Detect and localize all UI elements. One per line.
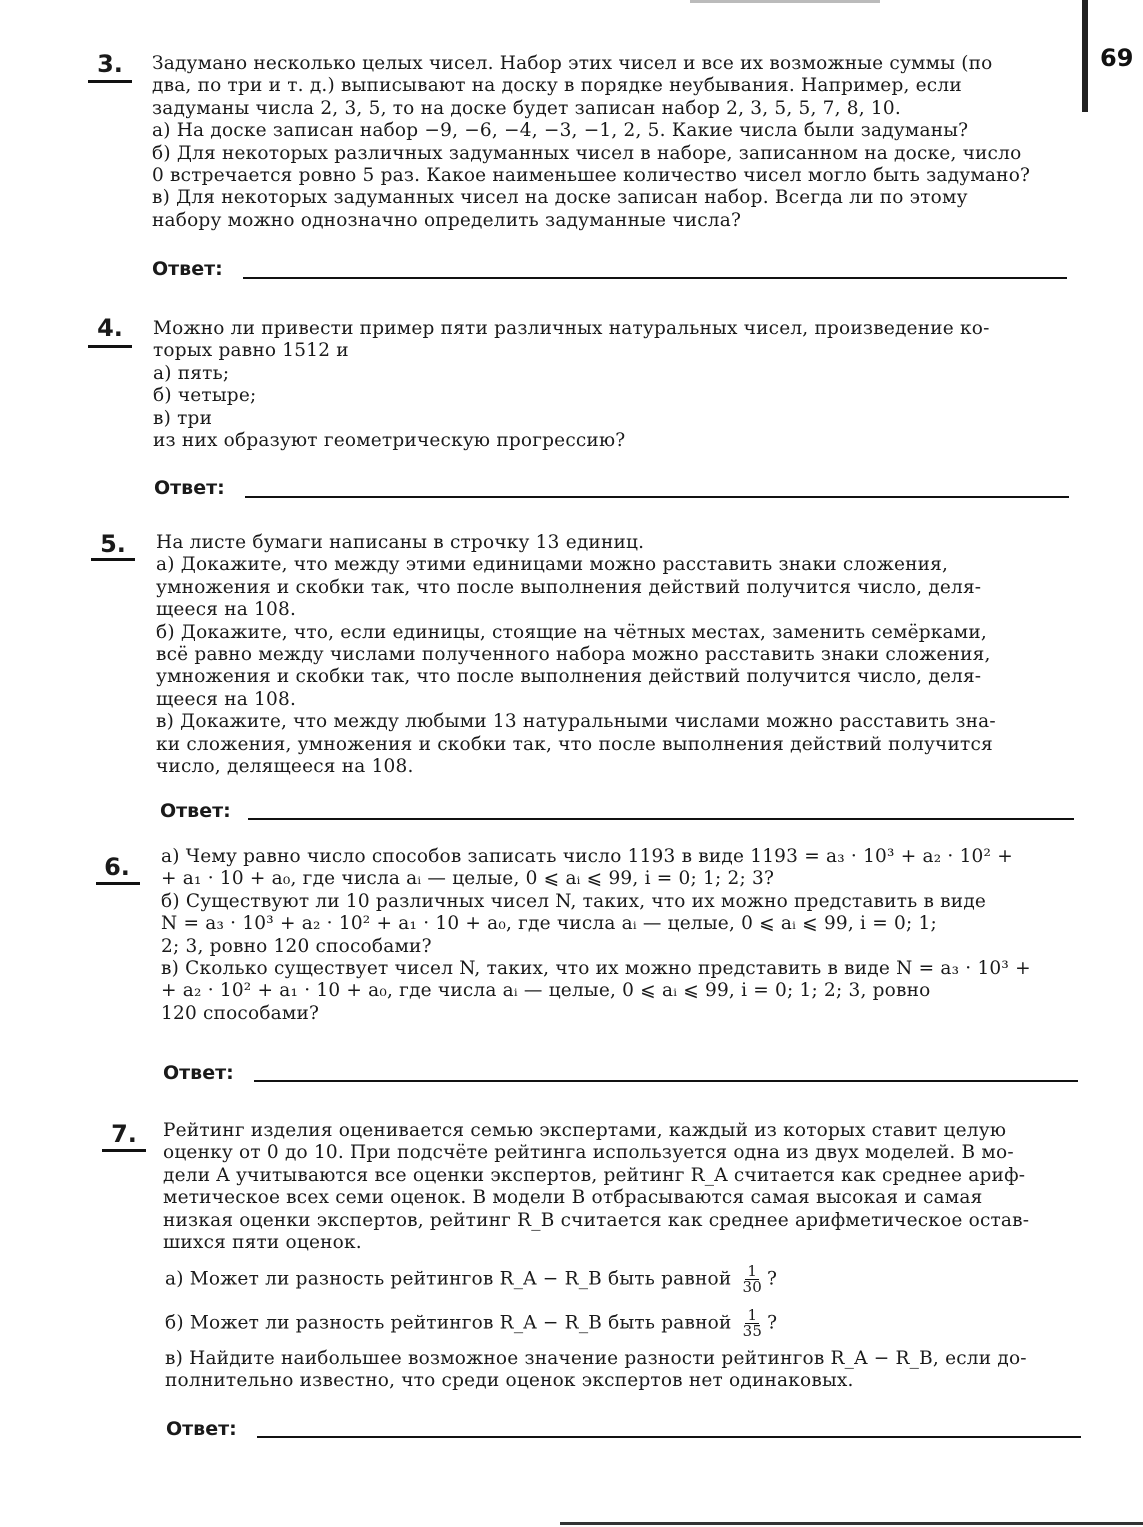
answer-label: Ответ: xyxy=(154,477,225,499)
text-line: оценку от 0 до 10. При подсчёте рейтинга используется одна из двух моделей. В мо- xyxy=(163,1142,1014,1164)
text-line: Можно ли привести пример пяти различных натуральных чисел, произведение ко- xyxy=(153,318,990,339)
answer-field[interactable] xyxy=(245,496,1069,498)
text-line: а) Докажите, что между этими единицами можно расставить знаки сложения, xyxy=(156,554,949,576)
text-line: а) пять; xyxy=(153,362,230,384)
text-line: два, по три и т. д.) выписывают на доску в порядке неубывания. Например, если xyxy=(152,75,962,97)
subquestion-b: б) Может ли разность рейтингов R_A − R_B быть равной $\frac{1}{35}$ ? xyxy=(165,1306,778,1340)
text-line: торых равно 1512 и xyxy=(153,340,349,362)
text-line: 120 способами? xyxy=(161,1002,320,1024)
text-line: в) три xyxy=(153,407,213,429)
text-line: б) Может ли разность рейтингов R_A − R_B быть равной xyxy=(165,1312,732,1334)
answer-field[interactable] xyxy=(248,818,1074,820)
text-line: а) На доске записан набор −9, −6, −4, −3, −1, 2, 5. Какие числа были задуманы? xyxy=(152,120,969,142)
task-text xyxy=(156,532,1076,778)
task-text xyxy=(161,846,1079,1025)
task-number: 6. xyxy=(104,853,130,881)
text-line: + a₁ · 10 + a₀, где числа aᵢ — целые, 0 ⩽ aᵢ ⩽ 99, i = 0; 1; 2; 3? xyxy=(161,868,775,890)
text-line: б) Докажите, что, если единицы, стоящие на чётных местах, заменить семёрками, xyxy=(156,621,987,643)
fraction xyxy=(741,1308,765,1339)
task-number-underline xyxy=(88,345,132,348)
task-number-underline xyxy=(91,558,135,561)
answer-label: Ответ: xyxy=(160,800,231,822)
task-number-underline xyxy=(88,80,132,83)
text-line: ки сложения, умножения и скобки так, что после выполнения действий получится xyxy=(156,733,993,755)
task-text xyxy=(153,318,1071,452)
answer-label: Ответ: xyxy=(166,1418,237,1440)
text-line: Рейтинг изделия оценивается семью экспертами, каждый из которых ставит целую xyxy=(163,1120,1007,1141)
text-line: б) четыре; xyxy=(153,385,257,407)
text-line: Задумано несколько целых чисел. Набор этих чисел и все их возможные суммы (по xyxy=(152,53,993,74)
page-number: 69 xyxy=(1100,44,1134,72)
text-line: набору можно однозначно определить задуманные числа? xyxy=(152,209,742,231)
text-line: из них образуют геометрическую прогрессию? xyxy=(153,430,626,452)
answer-label: Ответ: xyxy=(163,1062,234,1084)
text-line: в) Докажите, что между любыми 13 натуральными числами можно расставить зна- xyxy=(156,711,996,733)
answer-field[interactable] xyxy=(257,1436,1081,1438)
task-number: 5. xyxy=(100,530,126,558)
text-line: в) Сколько существует чисел N, таких, что их можно представить в виде N = a₃ · 10³ + xyxy=(161,958,1031,980)
answer-field[interactable] xyxy=(254,1080,1078,1082)
text-line: б) Для некоторых различных задуманных чисел в наборе, записанном на доске, число xyxy=(152,142,1022,164)
task-number-underline xyxy=(102,1149,146,1152)
answer-field[interactable] xyxy=(243,277,1067,279)
text-line: метическое всех семи оценок. В модели B отбрасываются самая высокая и самая xyxy=(163,1187,983,1209)
subquestion-c xyxy=(165,1348,1083,1393)
task-number: 3. xyxy=(97,50,123,78)
text-line: б) Существуют ли 10 различных чисел N, таких, что их можно представить в виде xyxy=(161,890,987,912)
task-text xyxy=(152,53,1070,232)
denominator: 30 xyxy=(742,1278,762,1296)
text-line: щееся на 108. xyxy=(156,688,297,710)
task-text xyxy=(163,1120,1083,1254)
subquestion-a: а) Может ли разность рейтингов R_A − R_B быть равной $\frac{1}{30}$ ? xyxy=(165,1262,778,1296)
task-number-underline xyxy=(96,882,140,885)
text-line: низкая оценки экспертов, рейтинг R_B считается как среднее арифметическое остав- xyxy=(163,1209,1030,1231)
task-number: 7. xyxy=(111,1120,137,1148)
fraction xyxy=(740,1264,764,1295)
numerator: 1 xyxy=(747,1306,758,1324)
answer-label: Ответ: xyxy=(152,258,223,280)
page-edge-bar xyxy=(1082,0,1088,112)
text-line: в) Для некоторых задуманных чисел на доске записан набор. Всегда ли по этому xyxy=(152,187,968,209)
text-line: 0 встречается ровно 5 раз. Какое наименьшее количество чисел могло быть задумано? xyxy=(152,165,1031,187)
text-line: щееся на 108. xyxy=(156,599,297,621)
denominator: 35 xyxy=(742,1322,763,1340)
numerator: 1 xyxy=(747,1262,758,1280)
text-line: а) Может ли разность рейтингов R_A − R_B быть равной xyxy=(165,1268,732,1290)
text-line: шихся пяти оценок. xyxy=(163,1232,362,1254)
bottom-scan-edge xyxy=(560,1522,1143,1525)
text-line: 2; 3, ровно 120 способами? xyxy=(161,935,432,957)
text-line: умножения и скобки так, что после выполнения действий получится число, деля- xyxy=(156,576,982,598)
task-number: 4. xyxy=(97,314,123,342)
text-line: На листе бумаги написаны в строчку 13 единиц. xyxy=(156,532,645,553)
text-line: в) Найдите наибольшее возможное значение разности рейтингов R_A − R_B, если до- xyxy=(165,1348,1027,1369)
text-line: задуманы числа 2, 3, 5, то на доске будет записан набор 2, 3, 5, 5, 7, 8, 10. xyxy=(152,97,901,119)
top-scan-mark xyxy=(690,0,880,3)
text-line: а) Чему равно число способов записать число 1193 в виде 1193 = a₃ · 10³ + a₂ · 10² + xyxy=(161,846,1013,867)
text-line: N = a₃ · 10³ + a₂ · 10² + a₁ · 10 + a₀, где числа aᵢ — целые, 0 ⩽ aᵢ ⩽ 99, i = 0; 1; xyxy=(161,913,937,935)
text-line: + a₂ · 10² + a₁ · 10 + a₀, где числа aᵢ — целые, 0 ⩽ aᵢ ⩽ 99, i = 0; 1; 2; 3, ровно xyxy=(161,980,931,1002)
text-line: всё равно между числами полученного набора можно расставить знаки сложения, xyxy=(156,644,991,666)
text-line: полнительно известно, что среди оценок экспертов нет одинаковых. xyxy=(165,1370,854,1392)
text-line: дели A учитываются все оценки экспертов, рейтинг R_A считается как среднее ариф- xyxy=(163,1164,1026,1186)
text-line: умножения и скобки так, что после выполнения действий получится число, деля- xyxy=(156,666,982,688)
text-line: число, делящееся на 108. xyxy=(156,756,414,778)
